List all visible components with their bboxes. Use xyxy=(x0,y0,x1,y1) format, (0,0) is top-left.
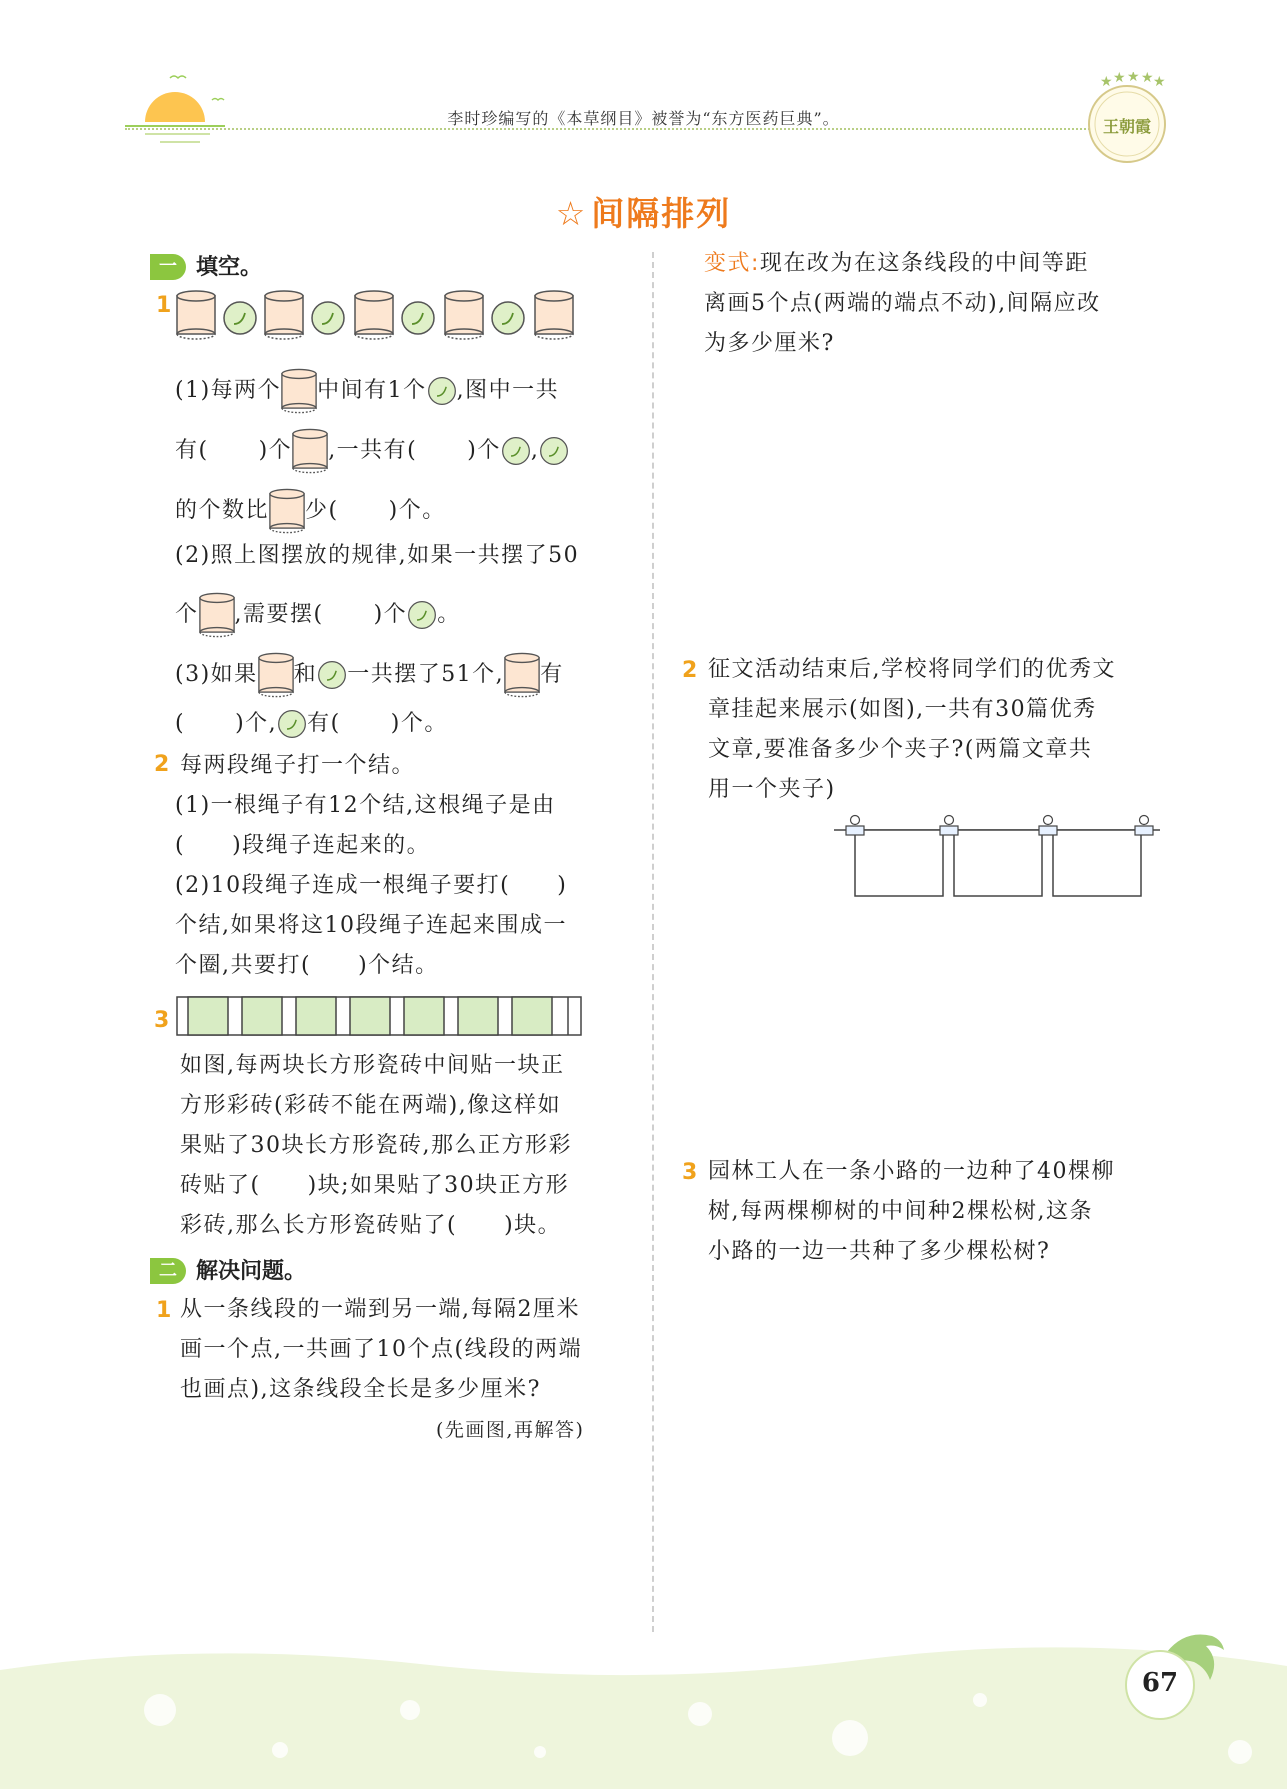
page-title xyxy=(0,188,1287,235)
header-divider xyxy=(125,128,1125,130)
circle-icon xyxy=(539,436,569,466)
circle-icon xyxy=(490,300,526,336)
right-q3-l3: 小路的一边一共种了多少棵松树? xyxy=(708,1239,1051,1264)
svg-text:★: ★ xyxy=(1153,74,1166,90)
variant-l3: 为多少厘米? xyxy=(704,331,835,356)
text: 的个数比 xyxy=(175,498,270,523)
hanging-articles-diagram xyxy=(832,814,1162,900)
cylinder-icon xyxy=(269,488,305,534)
s1-q1-line1 xyxy=(175,368,559,414)
text: 个 xyxy=(175,602,199,627)
cylinder-icon xyxy=(354,290,394,340)
text: 现在改为在这条线段的中间等距 xyxy=(759,251,1089,276)
text: (3)如果 xyxy=(175,662,258,687)
cylinder-icon xyxy=(264,290,304,340)
cylinder-icon xyxy=(199,592,235,638)
variant-l2: 离画5个点(两端的端点不动),间隔应改 xyxy=(704,291,1101,316)
cylinder-icon xyxy=(534,290,574,340)
right-q3-number: 3 xyxy=(682,1160,698,1185)
brand-logo xyxy=(1080,72,1174,166)
brand-logo-text: 王朝霞 xyxy=(1102,117,1151,136)
s1-q1-line4: (2)照上图摆放的规律,如果一共摆了50 xyxy=(175,543,580,568)
text: )个。 xyxy=(388,498,446,523)
right-q3-l2: 树,每两棵柳树的中间种2棵松树,这条 xyxy=(708,1199,1093,1224)
s1-q2-l1: (1)一根绳子有12个结,这根绳子是由 xyxy=(175,793,556,818)
s1-q1-line5 xyxy=(175,592,461,638)
text: ,需要摆( xyxy=(234,602,324,627)
cylinder-icon xyxy=(176,290,216,340)
section1-heading xyxy=(150,250,262,281)
s1-q1-line2 xyxy=(175,428,569,474)
section1-heading-text: 填空。 xyxy=(196,255,263,280)
circle-icon xyxy=(277,709,307,739)
cylinder-icon xyxy=(444,290,484,340)
text: (1)每两个 xyxy=(175,378,282,403)
footer-wave-background xyxy=(0,1640,1287,1789)
right-q2-l4: 用一个夹子) xyxy=(708,777,836,802)
tile-strip-diagram xyxy=(176,996,582,1036)
section2-heading-text: 解决问题。 xyxy=(196,1259,307,1284)
svg-text:★: ★ xyxy=(1113,72,1126,86)
text: 和 xyxy=(293,662,318,687)
text: )个。 xyxy=(390,711,448,736)
circle-icon xyxy=(407,600,437,630)
text: 有( xyxy=(175,438,209,463)
s1-q1-line6 xyxy=(175,652,564,698)
header-quote: 李时珍编写的《本草纲目》被誉为“东方医药巨典”。 xyxy=(447,109,840,128)
text: 有 xyxy=(540,662,564,687)
s1-q3-l4: 砖贴了( )块;如果贴了30块正方形 xyxy=(180,1173,570,1198)
variant-l1 xyxy=(704,244,1089,284)
text: )个 xyxy=(258,438,293,463)
svg-text:★: ★ xyxy=(1141,72,1154,86)
s1-q1-line7 xyxy=(175,704,448,744)
s1-q1-number: 1 xyxy=(156,293,172,318)
text: )个 xyxy=(467,438,501,463)
variant-label: 变式: xyxy=(704,251,760,276)
s2-q1-l2: 画一个点,一共画了10个点(线段的两端 xyxy=(180,1337,583,1362)
text: 中间有1个 xyxy=(317,378,427,403)
s1-q3-l1: 如图,每两块长方形瓷砖中间贴一块正 xyxy=(180,1053,565,1078)
svg-text:★: ★ xyxy=(1127,72,1140,85)
s1-q2-l2: ( )段绳子连起来的。 xyxy=(175,833,431,858)
s2-q1-number: 1 xyxy=(156,1298,172,1323)
text: )个, xyxy=(235,711,278,736)
s2-q1-note: (先画图,再解答) xyxy=(436,1419,585,1441)
text: 一共摆了51个, xyxy=(347,662,505,687)
cylinder-icon xyxy=(292,428,328,474)
circle-icon xyxy=(310,300,346,336)
cylinder-icon xyxy=(258,652,294,698)
right-q2-number: 2 xyxy=(682,658,698,683)
text: 。 xyxy=(437,602,461,627)
cylinder-icon xyxy=(504,652,540,698)
column-divider xyxy=(652,252,654,1632)
circle-icon xyxy=(317,660,347,690)
right-q2-l2: 章挂起来展示(如图),一共有30篇优秀 xyxy=(708,697,1097,722)
star-icon: ☆ xyxy=(555,194,588,233)
cylinder-icon xyxy=(281,368,317,414)
s1-q2-l3: (2)10段绳子连成一根绳子要打( ) xyxy=(175,873,568,898)
svg-text:★: ★ xyxy=(1100,74,1113,90)
text: 少( xyxy=(305,498,339,523)
section2-heading xyxy=(150,1254,306,1285)
s1-q2-l5: 个圈,共要打( )个结。 xyxy=(175,953,439,978)
page-number: 67 xyxy=(1141,1668,1179,1698)
right-q3-l1: 园林工人在一条小路的一边种了40棵柳 xyxy=(708,1159,1115,1184)
circle-icon xyxy=(400,300,436,336)
s1-q1-line3 xyxy=(175,488,446,534)
text: ,一共有( xyxy=(328,438,418,463)
page-title-text: 间隔排列 xyxy=(591,194,732,233)
text: )个 xyxy=(373,602,408,627)
s1-q3-number: 3 xyxy=(154,1008,170,1033)
text: , xyxy=(530,438,540,463)
s1-q3-l2: 方形彩砖(彩砖不能在两端),像这样如 xyxy=(180,1093,562,1118)
circle-icon xyxy=(427,376,457,406)
s1-q2-number: 2 xyxy=(154,752,170,777)
s1-q3-l3: 果贴了30块长方形瓷砖,那么正方形彩 xyxy=(180,1133,572,1158)
text: 有( xyxy=(307,711,341,736)
circle-icon xyxy=(222,300,258,336)
s1-q2-stem: 每两段绳子打一个结。 xyxy=(180,753,416,778)
right-q2-l1: 征文活动结束后,学校将同学们的优秀文 xyxy=(708,657,1116,682)
s1-q2-l4: 个结,如果将这10段绳子连起来围成一 xyxy=(175,913,567,938)
s1-q3-l5: 彩砖,那么长方形瓷砖贴了( )块。 xyxy=(180,1213,562,1238)
right-q2-l3: 文章,要准备多少个夹子?(两篇文章共 xyxy=(708,737,1093,762)
s2-q1-l3: 也画点),这条线段全长是多少厘米? xyxy=(180,1377,541,1402)
s2-q1-l1: 从一条线段的一端到另一端,每隔2厘米 xyxy=(180,1297,580,1322)
section2-badge: 二 xyxy=(150,1258,186,1284)
text: ,图中一共 xyxy=(456,378,560,403)
text: ( xyxy=(175,711,186,736)
section1-badge: 一 xyxy=(150,254,186,280)
circle-icon xyxy=(501,436,531,466)
